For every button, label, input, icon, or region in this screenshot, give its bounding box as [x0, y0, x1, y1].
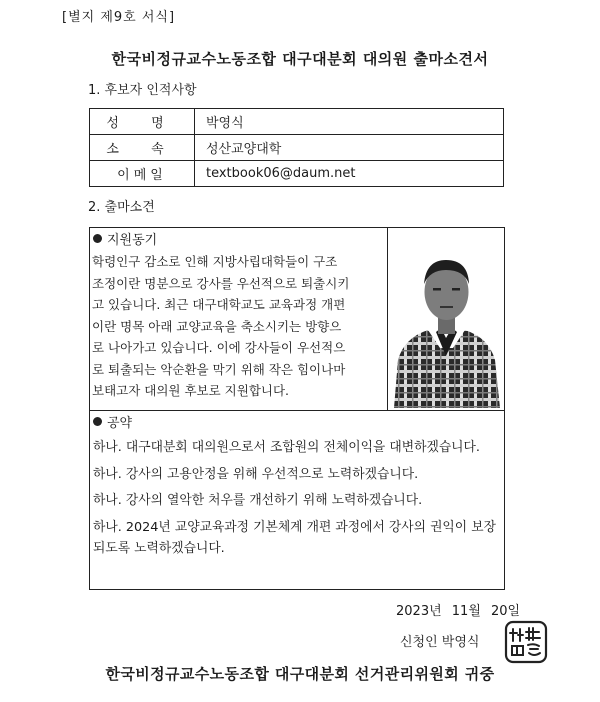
motive-line: 학령인구 감소로 인해 지방사립대학들이 구조 — [92, 254, 338, 269]
candidate-photo — [390, 230, 503, 408]
name-label: 성 명 — [90, 109, 195, 135]
seal-stamp-icon — [503, 619, 549, 665]
motive-text — [92, 251, 384, 402]
list-item: 하나. 2024년 교양교육과정 기본체계 개편 과정에서 강사의 권익이 보장되도록 노력하겠습니다. — [93, 519, 496, 556]
motive-line: 보태고자 대의원 후보로 지원합니다. — [92, 383, 290, 398]
pledges-list — [93, 437, 503, 565]
personal-info-table — [89, 108, 504, 187]
motive-line: 로 퇴출되는 악순환을 막기 위해 작은 힘이나마 — [92, 361, 346, 377]
affiliation-value: 성산교양대학 — [195, 135, 504, 161]
email-label: 이메일 — [90, 161, 195, 187]
motive-heading — [93, 229, 157, 248]
section-statement-heading: 2. 출마소견 — [88, 200, 155, 215]
table-row — [90, 161, 504, 187]
list-item: 하나. 강사의 고용안정을 위해 우선적으로 노력하겠습니다. — [93, 466, 419, 482]
pledges-heading — [93, 412, 132, 431]
section-divider — [89, 410, 505, 411]
name-value: 박영식 — [195, 109, 504, 135]
photo-divider — [387, 227, 388, 410]
motive-heading-label: 지원동기 — [107, 233, 158, 248]
list-item: 하나. 강사의 열악한 처우를 개선하기 위해 노력하겠습니다. — [93, 493, 423, 508]
affiliation-label: 소 속 — [90, 135, 195, 161]
pledges-heading-label: 공약 — [107, 416, 133, 431]
bullet-icon — [93, 234, 102, 243]
motive-line: 이란 명목 아래 교양교육을 축소시키는 방향으 — [92, 318, 342, 334]
motive-line: 조정이란 명분으로 강사를 우선적으로 퇴출시키 — [92, 275, 350, 291]
section-personal-info-heading: 1. 후보자 인적사항 — [88, 83, 197, 98]
submission-date: 2023년 11월 20일 — [396, 604, 521, 619]
table-row — [90, 109, 504, 135]
email-value: textbook06@daum.net — [195, 161, 504, 187]
bullet-icon — [93, 417, 102, 426]
table-row — [90, 135, 504, 161]
applicant-signature-line: 신청인 박영식 — [400, 635, 480, 650]
form-label: [별지 제9호 서식] — [62, 10, 176, 25]
motive-line: 고 있습니다. 최근 대구대학교도 교육과정 개편 — [92, 297, 346, 312]
document-title: 한국비정규교수노동조합 대구대분회 대의원 출마소견서 — [111, 50, 489, 68]
list-item: 하나. 대구대분회 대의원으로서 조합원의 전체이익을 대변하겠습니다. — [93, 440, 480, 455]
motive-line: 로 나아가고 있습니다. 이에 강사들이 우선적으 — [92, 340, 346, 355]
footer-addressee: 한국비정규교수노동조합 대구대분회 선거관리위원회 귀중 — [105, 665, 495, 683]
